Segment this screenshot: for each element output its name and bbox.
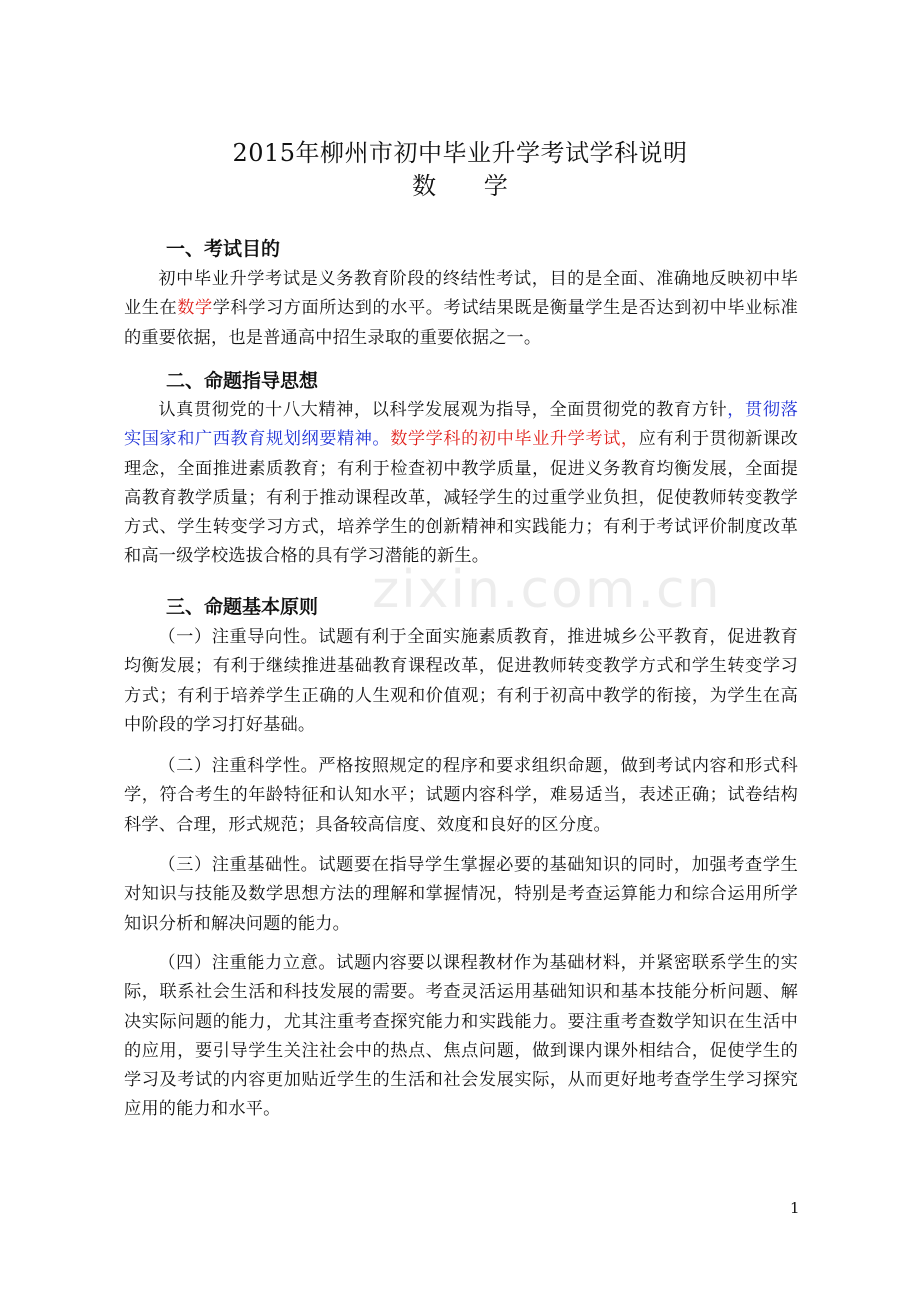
text-run: 应有利于贯彻新课改理念，全面推进素质教育；有利于检查初中教学质量，促进义务教育均衡发展，全面提高教育教学质量；有利于推动课程改革，减轻学生的过重学业负担，促使教师转变教学方式、学生转变学习方式，培养学生的创新精神和实践能力；有利于考试评价制度改革和高一级学校选拔合格的具有学习潜能的新生。 — [124, 429, 798, 567]
section-heading-3: 三、命题基本原则 — [166, 596, 319, 618]
principle-2-paragraph: （二）注重科学性。严格按照规定的程序和要求组织命题，做到考试内容和形式科学，符合考生的年龄特征和认知水平；试题内容科学，难易适当，表述正确；试卷结构科学、合理，形式规范；具备较高信度、效度和良好的区分度。 — [124, 756, 798, 835]
section-heading-2: 二、命题指导思想 — [166, 370, 319, 392]
principle-3-paragraph: （三）注重基础性。试题要在指导学生掌握必要的基础知识的同时，加强考查学生对知识与技能及数学思想方法的理解和掌握情况，特别是考查运算能力和综合运用所学知识分析和解决问题的能力。 — [124, 855, 798, 934]
highlight-red: 数学学科的初中毕业升学考试， — [390, 429, 639, 450]
section-heading-1: 一、考试目的 — [166, 238, 281, 260]
text-run: 认真贯彻党的十八大精神，以科学发展观为指导，全面贯彻党的教育方针 — [158, 400, 728, 420]
highlight-red: 数学 — [177, 298, 213, 319]
text-run: 学科学习方面所达到的水平。考试结果既是衡量学生是否达到初中毕业标准的重要依据，也是普通高中招生录取的重要依据之一。 — [124, 298, 798, 348]
highlight-blue: ，贯彻落实国家和广西教育规划纲要精神。 — [124, 400, 798, 450]
document-title: 2015年柳州市初中毕业升学考试学科说明 — [232, 139, 688, 167]
watermark: zixin.com.cn — [372, 560, 722, 620]
principle-1-paragraph: （一）注重导向性。试题有利于全面实施素质教育，推进城乡公平教育，促进教育均衡发展；有利于继续推进基础教育课程改革，促进教师转变教学方式和学生转变学习方式；有利于培养学生正确的人生观和价值观；有利于初高中教学的衔接，为学生在高中阶段的学习打好基础。 — [124, 627, 798, 735]
principle-4-paragraph: （四）注重能力立意。试题内容要以课程教材作为基础材料，并紧密联系学生的实际，联系社会生活和科技发展的需要。考查灵活运用基础知识和基本技能分析问题、解决实际问题的能力，尤其注重考查探究能力和实践能力。要注重考查数学知识在生活中的应用，要引导学生关注社会中的热点、焦点问题，做到课内课外相结合，促使学生的学习及考试的内容更加贴近学生的生活和社会发展实际，从而更好地考查学生学习探究应用的能力和水平。 — [124, 953, 798, 1120]
section-2-paragraph — [124, 396, 798, 572]
document-subtitle: 数 学 — [412, 172, 528, 200]
page-number: 1 — [790, 1199, 800, 1217]
text-run: 初中毕业升学考试是义务教育阶段的终结性考试，目的是全面、准确地反映初中毕业生在 — [124, 269, 798, 319]
section-1-paragraph — [124, 265, 798, 353]
